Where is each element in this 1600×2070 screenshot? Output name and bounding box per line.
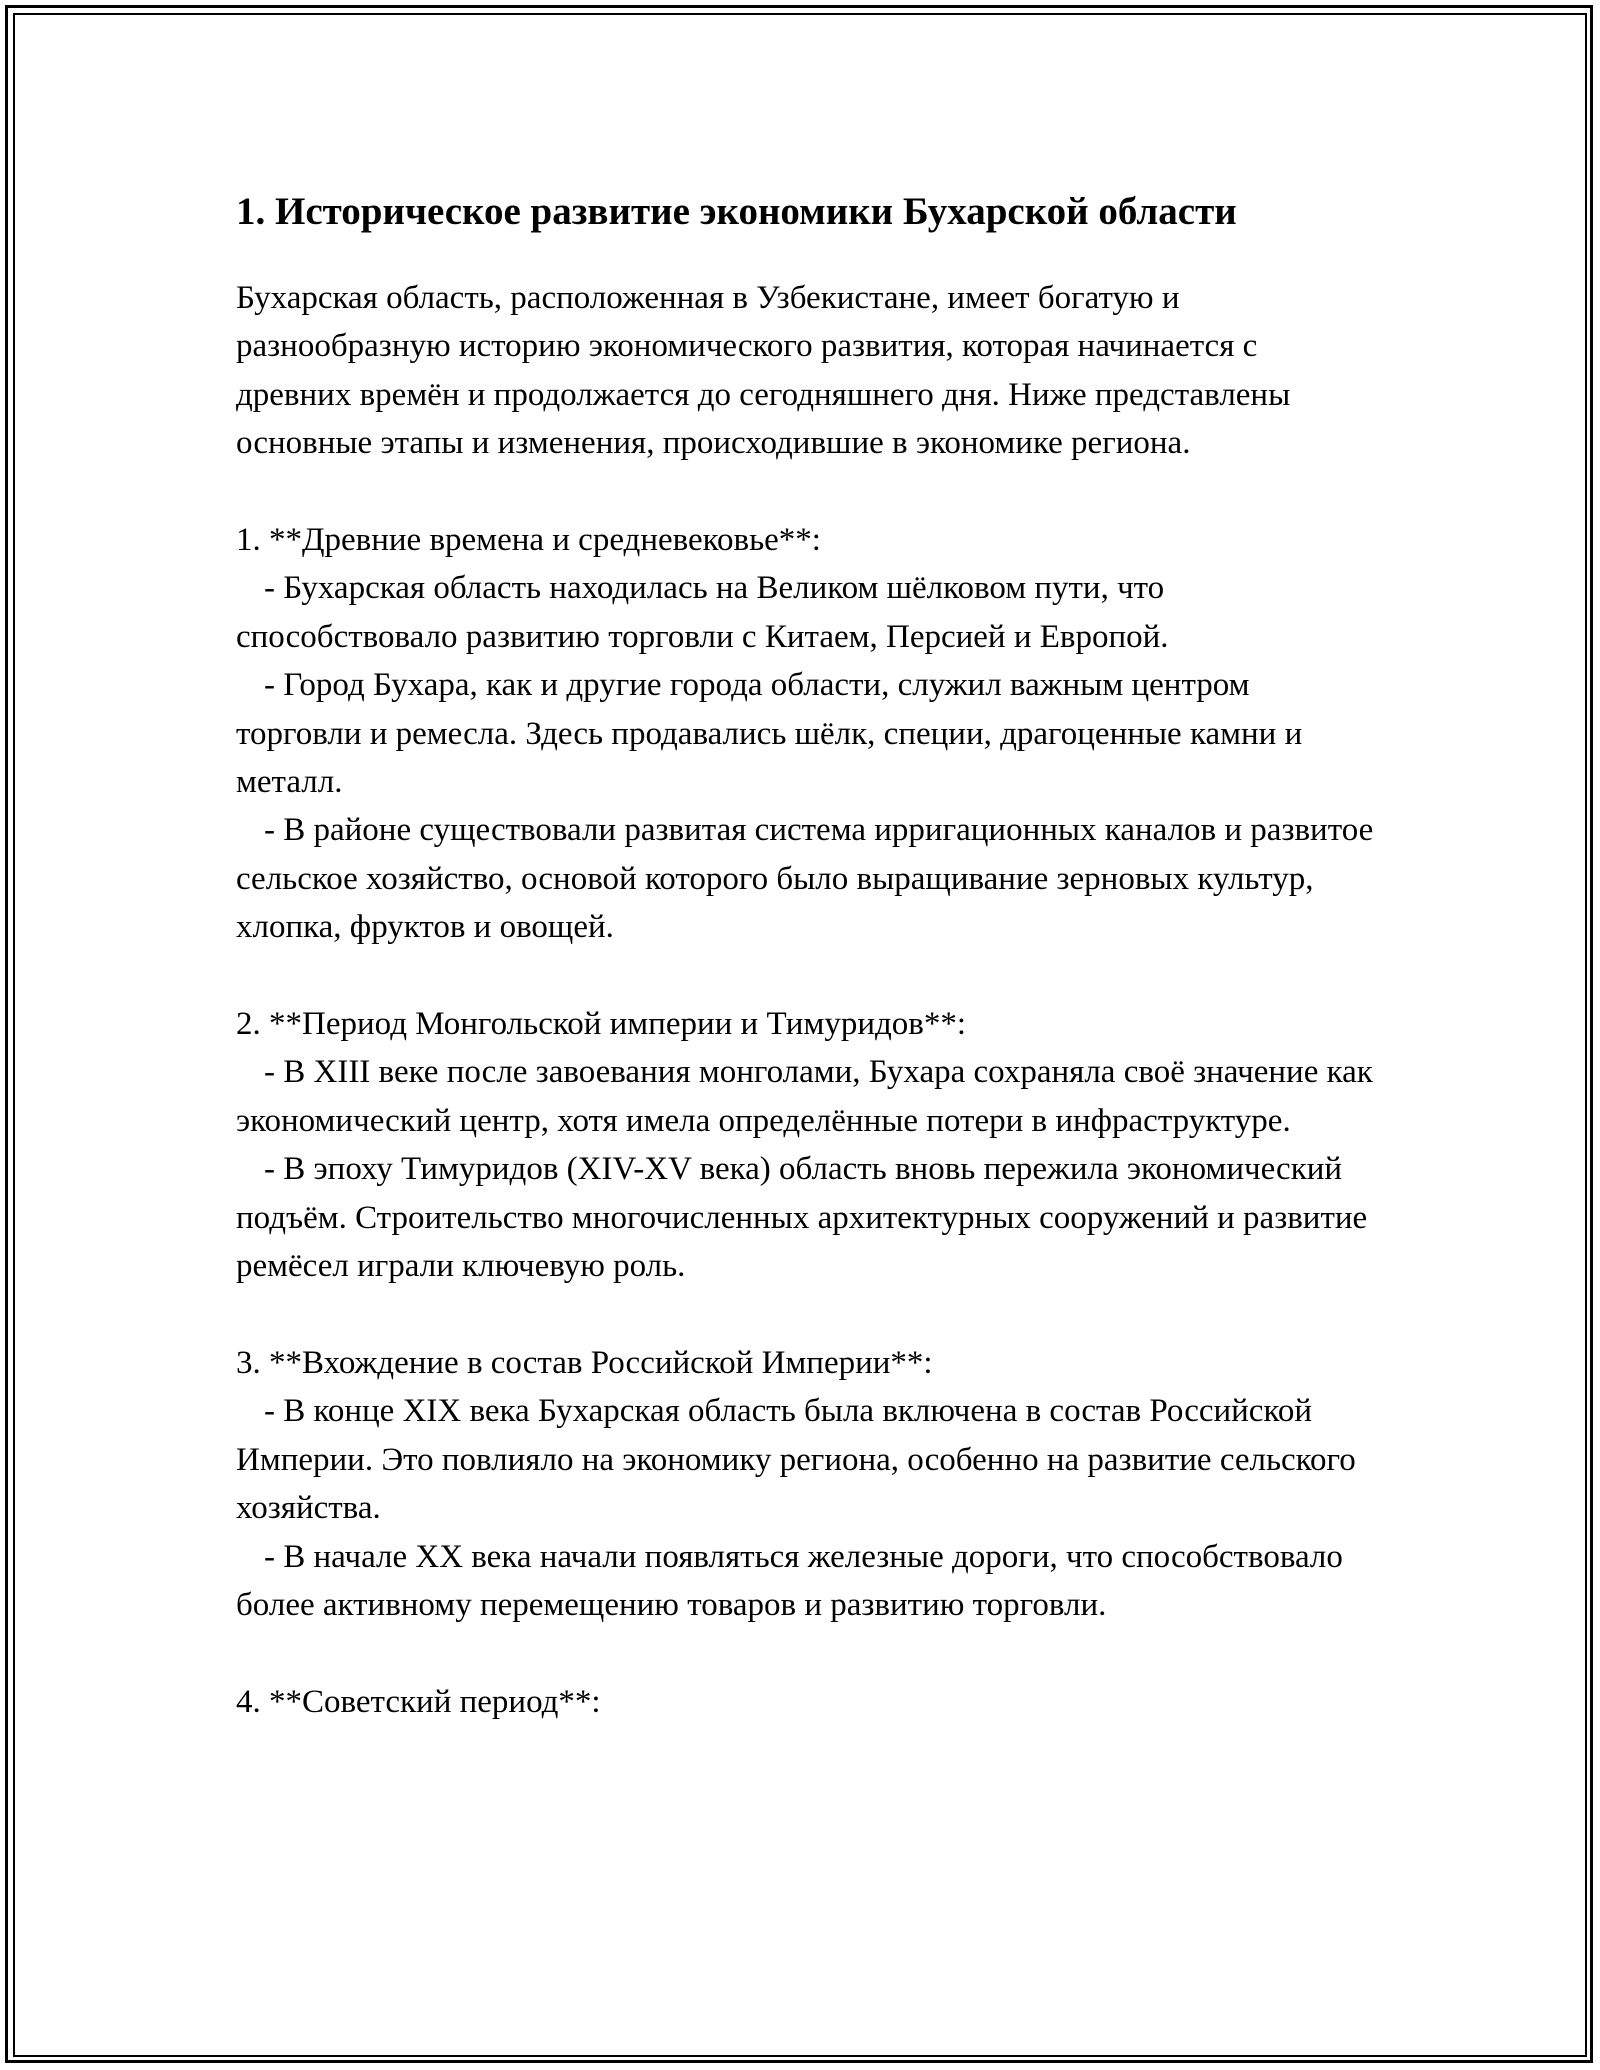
section-title: 1. **Древние времена и средневековье**:: [236, 522, 821, 559]
bullet-item: - В районе существовали развитая система ирригационных каналов и развитое сельское хозяйство, основой которого было выращивание зерновых культур, хлопка, фруктов и овощей.: [236, 812, 1374, 946]
section-title: 3. **Вхождение в состав Российской Империи**:: [236, 1344, 933, 1381]
intro-paragraph: Бухарская область, расположенная в Узбекистане, имеет богатую и разнообразную историю экономического развития, которая начинается с древних времён и продолжается до сегодняшнего дня. Ниже представлены основные этапы и изменения, происходившие в экономике региона.: [236, 280, 1291, 462]
bullet-item: - В конце XIX века Бухарская область была включена в состав Российской Империи. Это повлияло на экономику региона, особенно на развитие сельского хозяйства.: [236, 1393, 1356, 1527]
bullet-item: - В начале XX века начали появляться железные дороги, что способствовало более активному перемещению товаров и развитию торговли.: [236, 1538, 1343, 1623]
bullet-item: - В XIII веке после завоевания монголами, Бухара сохраняла своё значение как экономический центр, хотя имела определённые потери в инфраструктуре.: [236, 1054, 1373, 1139]
document-page: [236, 186, 1376, 1726]
document-title: 1. Историческое развитие экономики Бухарской области: [236, 190, 1237, 233]
bullet-item: - Бухарская область находилась на Великом шёлковом пути, что способствовало развитию торговли с Китаем, Персией и Европой.: [236, 570, 1169, 655]
section-russian-empire: [236, 1339, 1376, 1629]
bullet-item: - Город Бухара, как и другие города области, служил важным центром торговли и ремесла. Здесь продавались шёлк, специи, драгоценные камни и металл.: [236, 667, 1303, 801]
section-title: 2. **Период Монгольской империи и Тимуридов**:: [236, 1006, 967, 1043]
bullet-item: - В эпоху Тимуридов (XIV-XV века) область вновь пережила экономический подъём. Строительство многочисленных архитектурных сооружений и развитие ремёсел играли ключевую роль.: [236, 1151, 1368, 1285]
section-soviet: [236, 1678, 1376, 1726]
section-title: 4. **Советский период**:: [236, 1683, 601, 1720]
section-mongol-timurid: [236, 1000, 1376, 1290]
section-ancient: [236, 516, 1376, 952]
